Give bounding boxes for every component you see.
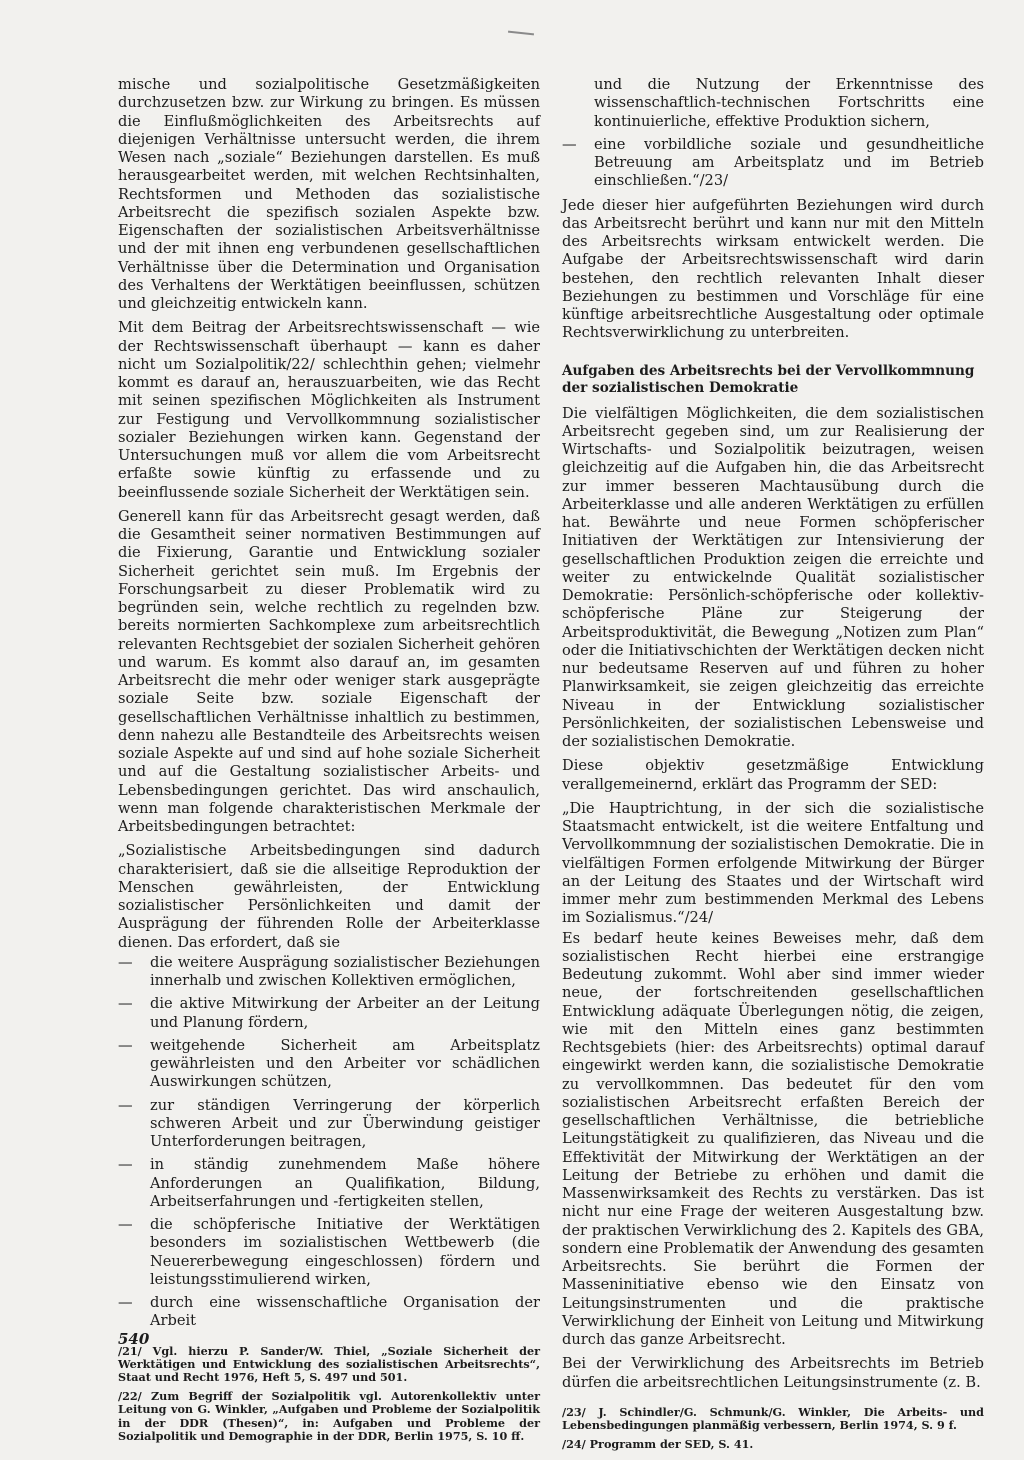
footnotes bbox=[562, 1400, 984, 1451]
scan-mark bbox=[508, 31, 534, 36]
quote-paragraph: „Die Hauptrichtung, in der sich die sozialistische Staatsmacht entwickelt, ist die weitere Entfaltung und Vervollkommnung der sozialistischen Demokratie. Die in vielfältigen Formen erfolgende Mitwirkung der Bürger an der Leitung des Staates und der Wirtschaft wird immer mehr zum bestimmenden Merkmal des Lebens im Sozialismus.“/24/ bbox=[562, 799, 984, 927]
list-continuation: und die Nutzung der Erkenntnisse des wissenschaftlich-technischen Fortschritts eine kontinuierliche, effektive Produktion sichern, bbox=[594, 76, 984, 130]
paragraph: Mit dem Beitrag der Arbeitsrechtswissenschaft — wie der Rechtswissenschaft überhaupt — kann es daher nicht um Sozialpolitik/22/ schlechthin gehen; vielmehr kommt es darauf an, herauszuarbeiten, wie das Recht mit seinen spezifischen Möglichkeiten als Instrument zur Festigung und Vervollkommnung sozialistischer sozialer Beziehungen wirken kann. Gegenstand der Untersuchungen muß vor allem die vom Arbeitsrecht erfaßte sowie künftig zu erfassende und zu beeinflussende soziale Sicherheit der Werktätigen sein. bbox=[118, 319, 540, 501]
right-column bbox=[562, 76, 984, 1456]
footnote: /21/ Vgl. hierzu P. Sander/W. Thiel, „Soziale Sicherheit der Werktätigen und Entwicklung des sozialistischen Arbeitsrechts“, Staat und Recht 1976, Heft 5, S. 497 und 501. bbox=[118, 1343, 540, 1385]
paragraph: Diese objektiv gesetzmäßige Entwicklung verallgemeinernd, erklärt das Programm der SED: bbox=[562, 757, 984, 793]
paragraph: Bei der Verwirklichung des Arbeitsrechts im Betrieb dürfen die arbeitsrechtlichen Leitungsinstrumente (z. B. bbox=[562, 1355, 984, 1391]
list-item: — die aktive Mitwirkung der Arbeiter an der Leitung und Planung fördern, bbox=[118, 995, 540, 1032]
list-item: — in ständig zunehmendem Maße höhere Anforderungen an Qualifikation, Bildung, Arbeitserfahrungen und -fertigkeiten stellen, bbox=[118, 1156, 540, 1211]
left-column bbox=[118, 76, 540, 1448]
list-item: — durch eine wissenschaftliche Organisation der Arbeit bbox=[118, 1294, 540, 1331]
quote-paragraph: „Sozialistische Arbeitsbedingungen sind dadurch charakterisiert, daß sie die allseitige Reproduktion der Menschen gewährleisten, der Entwicklung sozialistischer Persönlichkeiten und damit der Ausprägung der führenden Rolle der Arbeiterklasse dienen. Das erfordert, daß sie bbox=[118, 842, 540, 951]
paragraph: Es bedarf heute keines Beweises mehr, daß dem sozialistischen Recht hierbei eine erstrangige Bedeutung zukommt. Wohl aber sind immer wieder neue, der fortschreitenden gesellschaftlichen Entwicklung adäquate Überlegungen nötig, die zeigen, wie mit den Mitteln eines ganz bestimmten Rechtsgebiets (hier: des Arbeitsrechts) optimal darauf eingewirkt werden kann, die sozialistische Demokratie zu vervollkommnen. Das bedeutet für den vom sozialistischen Arbeitsrecht erfaßten Bereich der gesellschaftlichen Verhältnisse, die betriebliche Leitungstätigkeit zu qualifizieren, das Niveau und die Effektivität der Mitwirkung der Werktätigen an der Leitung der Betriebe zu erhöhen und damit die Massenwirksamkeit des Rechts zu verstärken. Das ist nicht nur eine Frage der weiteren Ausgestaltung bzw. der praktischen Verwirklichung des 2. Kapitels des GBA, sondern eine Problematik der Anwendung des gesamten Arbeitsrechts. Sie berührt die Formen der Masseninitiative ebenso wie den Einsatz von Leitungsinstrumenten und die praktische Verwirklichung der Einheit von Leitung und Mitwirkung durch das ganze Arbeitsrecht. bbox=[562, 929, 984, 1348]
list-item: — weitgehende Sicherheit am Arbeitsplatz gewährleisten und den Arbeiter vor schädlichen Auswirkungen schützen, bbox=[118, 1037, 540, 1092]
footnote: /24/ Programm der SED, S. 41. bbox=[562, 1436, 754, 1451]
footnotes bbox=[118, 1339, 540, 1444]
paragraph: Generell kann für das Arbeitsrecht gesagt werden, daß die Gesamtheit seiner normativen Bestimmungen auf die Fixierung, Garantie und Entwicklung sozialer Sicherheit gerichtet sein muß. Im Ergebnis der Forschungsarbeit zu dieser Problematik wird zu begründen sein, welche rechtlich zu regelnden bzw. bereits normierten Sachkomplexe zum arbeitsrechtlich relevanten Rechtsgebiet der sozialen Sicherheit gehören und warum. Es kommt also darauf an, im gesamten Arbeitsrecht die mehr oder weniger stark ausgeprägte soziale Seite bzw. soziale Eigenschaft der gesellschaftlichen Verhältnisse inhaltlich zu bestimmen, denn nahezu alle Bestandteile des Arbeitsrechts weisen soziale Aspekte auf und sind auf hohe soziale Sicherheit und auf die Gestaltung sozialistischer Arbeits- und Lebensbedingungen gerichtet. Das wird anschaulich, wenn man folgende charakteristischen Merkmale der Arbeitsbedingungen betrachtet: bbox=[118, 507, 540, 835]
dash-list bbox=[562, 136, 984, 191]
paragraph: mische und sozialpolitische Gesetzmäßigkeiten durchzusetzen bzw. zur Wirkung zu bringen. Es müssen die Einflußmöglichkeiten des Arbeitsrechts auf diejenigen Verhältnisse untersucht werden, die ihrem Wesen nach „soziale“ Beziehungen darstellen. Es muß herausgearbeitet werden, mit welchen Rechtsinhalten, Rechtsformen und Methoden das sozialistische Arbeitsrecht die spezifisch sozialen Aspekte bzw. Eigenschaften der sozialistischen Arbeitsverhältnisse und der mit ihnen eng verbundenen gesellschaftlichen Verhältnisse über die Determination und Organisation des Verhaltens der Werktätigen beeinflussen, schützen und gleichzeitig entwickeln kann. bbox=[118, 76, 540, 312]
list-item: — eine vorbildliche soziale und gesundheitliche Betreuung am Arbeitsplatz und im Betrieb einschließen.“/23/ bbox=[562, 136, 984, 191]
paragraph: Die vielfältigen Möglichkeiten, die dem sozialistischen Arbeitsrecht gegeben sind, um zur Realisierung der Wirtschafts- und Sozialpolitik beizutragen, weisen gleichzeitig auf die Aufgaben hin, die das Arbeitsrecht zur immer besseren Machtausübung durch die Arbeiterklasse und alle anderen Werktätigen zu erfüllen hat. Bewährte und neue Formen schöpferischer Initiativen der Werktätigen zur Intensivierung der gesellschaftlichen Produktion zeigen die erreichte und weiter zu entwickelnde Qualität sozialistischer Demokratie: Persönlich-schöpferische oder kollektiv-schöpferische Pläne zur Steigerung der Arbeitsproduktivität, die Bewegung „Notizen zum Plan“ oder die Initiativschichten der Werktätigen decken nicht nur bedeutsame Reserven auf und führen zu hoher Planwirksamkeit, sie zeigen gleichzeitig das erreichte Niveau in der Entwicklung sozialistischer Persönlichkeiten, der sozialistischen Lebensweise und der sozialistischen Demokratie. bbox=[562, 404, 984, 750]
dash-list bbox=[118, 954, 540, 1331]
footnote: /22/ Zum Begriff der Sozialpolitik vgl. Autorenkollektiv unter Leitung von G. Winkler, „Aufgaben und Probleme der Sozialpolitik in der DDR (Thesen)“, in: Aufgaben und Probleme der Sozialpolitik und Demographie in der DDR, Berlin 1975, S. 10 ff. bbox=[118, 1388, 540, 1443]
page-number: 540 bbox=[118, 1330, 150, 1348]
list-item: — die weitere Ausprägung sozialistischer Beziehungen innerhalb und zwischen Kollektiven ermöglichen, bbox=[118, 954, 540, 991]
list-item: — zur ständigen Verringerung der körperlich schweren Arbeit und zur Überwindung geistiger Unterforderungen beitragen, bbox=[118, 1097, 540, 1152]
paragraph: Jede dieser hier aufgeführten Beziehungen wird durch das Arbeitsrecht berührt und kann nur mit den Mitteln des Arbeitsrechts wirksam entwickelt werden. Die Aufgabe der Arbeitsrechtswissenschaft wird darin bestehen, den rechtlich relevanten Inhalt dieser Beziehungen zu bestimmen und Vorschläge für eine künftige arbeitsrechtliche Ausgestaltung oder optimale Rechtsverwirklichung zu unterbreiten. bbox=[562, 196, 984, 342]
section-heading: Aufgaben des Arbeitsrechts bei der Vervollkommnung der sozialistischen Demokratie bbox=[562, 362, 975, 396]
list-item: — die schöpferische Initiative der Werktätigen besonders im sozialistischen Wettbewerb (die Neuererbewegung eingeschlossen) fördern und leistungsstimulierend wirken, bbox=[118, 1216, 540, 1289]
footnote: /23/ J. Schindler/G. Schmunk/G. Winkler, Die Arbeits- und Lebensbedingungen planmäßig verbessern, Berlin 1974, S. 9 f. bbox=[562, 1404, 984, 1433]
